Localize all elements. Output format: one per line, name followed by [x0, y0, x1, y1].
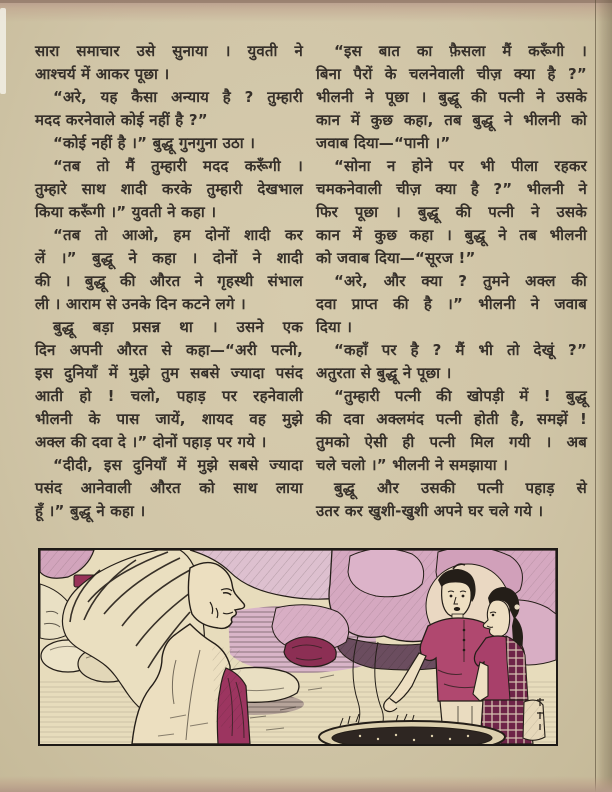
text-line: मदद करनेवाले कोई नहीं है ?” [35, 111, 208, 129]
paragraph [35, 86, 303, 132]
text-line: “कोई नहीं है ।” बुद्धू गुनगुना उठा । [53, 134, 256, 152]
paragraph [316, 477, 587, 523]
text-line: “अरे, यह कैसा अन्याय है ? तुम्हारी [53, 88, 303, 106]
story-illustration [38, 548, 558, 746]
scan-edge-right [595, 0, 612, 792]
man-face [442, 582, 472, 617]
text-line: बुद्धू बड़ा प्रसन्न था । उसने एक [53, 318, 303, 336]
text-line: सारा समाचार उसे सुनाया । युवती ने [35, 42, 303, 60]
scan-edge-top [0, 0, 612, 22]
text-line: की । बुद्धू की औरत ने गृहस्थी संभाल [35, 272, 303, 290]
text-line: फिर पूछा । बुद्धू की पत्नी ने उसके [316, 203, 587, 221]
text-line: भीलनी ने पूछा । बुद्धू की पत्नी ने उसके [316, 88, 587, 106]
text-line: किया करूँगी ।” युवती ने कहा । [35, 203, 217, 221]
scan-edge-top-line [0, 0, 612, 3]
text-line: हूँ ।” बुद्धू ने कहा । [35, 502, 146, 520]
text-line: उतर कर खुशी-खुशी अपने घर चले गये । [316, 502, 544, 520]
text-line: अतुरता से बुद्धू ने पूछा । [316, 364, 452, 382]
hair-flower [514, 604, 519, 609]
text-line: आश्चर्य में आकर पूछा । [35, 65, 170, 83]
text-line: अक्ल की दवा दे ।” दोनों पहाड़ पर गये । [35, 433, 267, 451]
text-line: कान में कुछ कहा । बुद्धू ने तब भीलनी [316, 226, 587, 244]
text-line: बुद्धू और उसकी पत्नी पहाड़ से [334, 479, 587, 497]
text-line: पसंद आनेवाली औरत को साथ लाया [35, 479, 303, 497]
illustration-canvas [40, 550, 556, 744]
paragraph [35, 40, 303, 86]
text-line: “तब तो आओ, हम दोनों शादी कर [53, 226, 303, 244]
text-line: दिन अपनी औरत से कहा—“अरी पत्नी, [35, 341, 303, 359]
text-column-left [35, 40, 303, 523]
text-line: दवा प्राप्त की है ।” भीलनी ने जवाब [316, 295, 587, 313]
text-line: कान में कुछ कहा, तब बुद्धू ने भीलनी को [316, 111, 587, 129]
paragraph [316, 270, 587, 339]
paragraph [316, 40, 587, 155]
text-line: “तुम्हारी पत्नी की खोपड़ी में ! बुद्धू [334, 387, 587, 405]
text-line: “तब तो मैं तुम्हारी मदद करूँगी । [53, 157, 303, 175]
text-line: लें ।” बुद्धू ने कहा । दोनों ने शादी [35, 249, 303, 267]
text-line: बिना पैरों के चलनेवाली चीज़ क्या है ?” [316, 65, 587, 83]
text-line: को जवाब दिया—“सूरज !” [316, 249, 476, 267]
paragraph [35, 224, 303, 316]
text-line: भीलनी के पास जायें, शायद वह मुझे [35, 410, 303, 428]
text-line: तुम्हारे साथ शादी करके तुम्हारी देखभाल [35, 180, 303, 198]
text-line: जवाब दिया—“पानी ।” [316, 134, 451, 152]
text-column-right [316, 40, 587, 523]
paragraph [35, 454, 303, 523]
text-line: चले चलो ।” भीलनी ने समझाया । [316, 456, 509, 474]
text-line: “इस बात का फ़ैसला मैं करूँगी । [334, 42, 587, 60]
paragraph [316, 155, 587, 270]
paragraph [316, 339, 587, 385]
scan-edge-left [0, 8, 6, 94]
scan-edge-bottom [0, 776, 612, 792]
text-line: इस दुनियाँ में मुझे तुम सबसे ज्यादा पसंद [35, 364, 303, 382]
text-line: दिया । [316, 318, 353, 336]
text-line: चमकनेवाली चीज़ क्या है ?” भीलनी ने [316, 180, 587, 198]
text-line: “दीदी, इस दुनियाँ में मुझे सबसे ज्यादा [53, 456, 303, 474]
paragraph [316, 385, 587, 477]
text-line: “कहाँ पर है ? मैं भी तो देखूं ?” [334, 341, 587, 359]
text-line: “सोना न होने पर भी पीला रहकर [334, 157, 587, 175]
paragraph [35, 316, 303, 454]
text-line: “अरे, और क्या ? तुमने अक्ल की [334, 272, 587, 290]
text-line: आती हो ! चलो, पहाड़ पर रहनेवाली [35, 387, 303, 405]
paragraph [35, 132, 303, 155]
text-line: ली । आराम से उनके दिन कटने लगे । [35, 295, 246, 313]
text-line: की दवा अक्लमंद पत्नी होती है, समझें ! [316, 410, 587, 428]
text-line: तुमको ऐसी ही पत्नी मिल गयी । अब [316, 433, 587, 451]
paragraph [35, 155, 303, 224]
